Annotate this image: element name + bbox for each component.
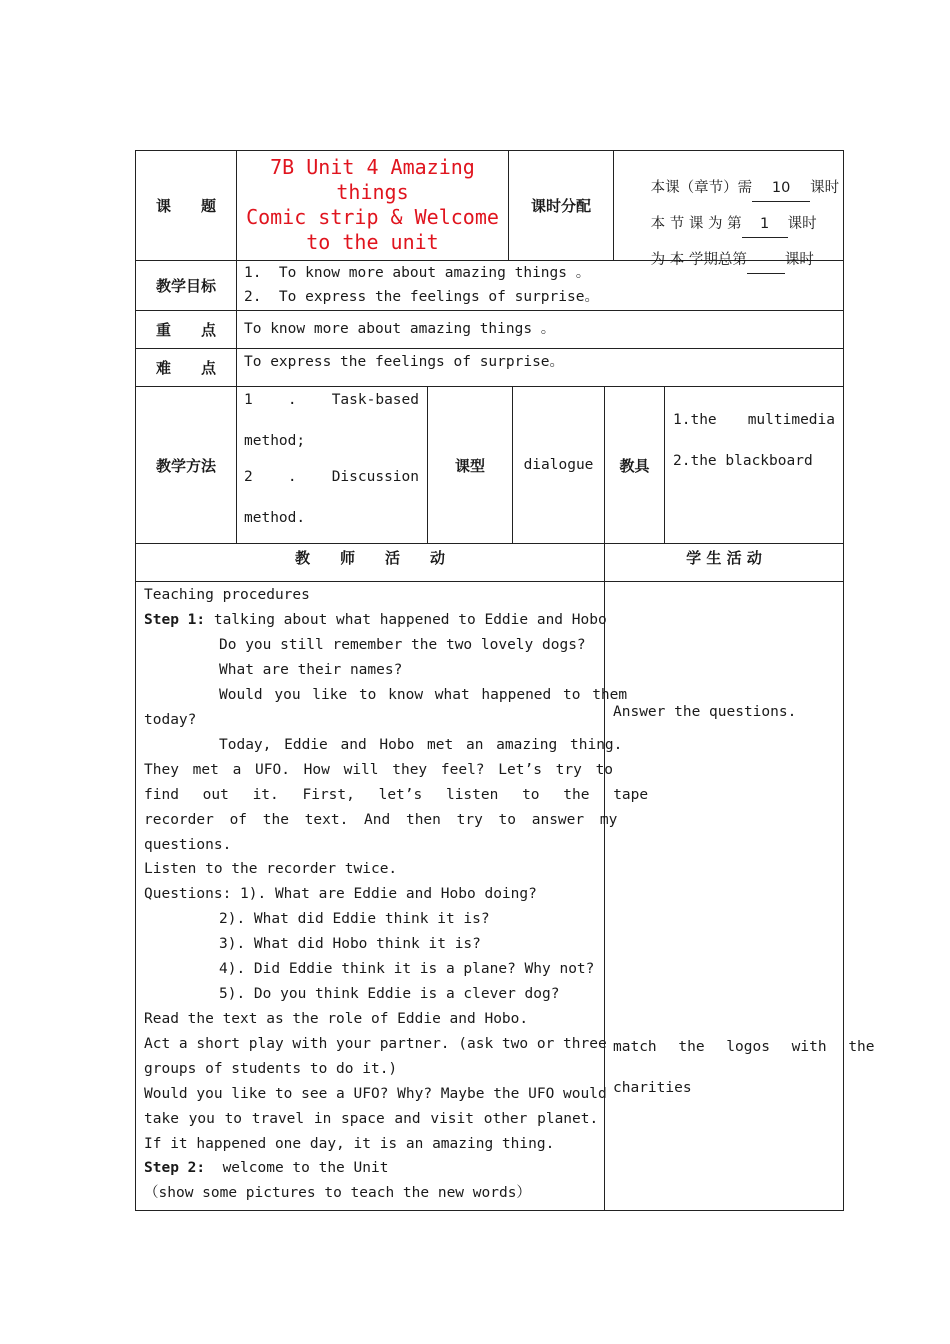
- lesson-title-line: things: [336, 180, 409, 204]
- objectives-label: 教学目标: [155, 277, 216, 295]
- method-dot: .: [287, 469, 297, 485]
- procedure-line: [144, 608, 607, 633]
- student-activity-line: Answer the questions.: [613, 704, 797, 720]
- student-activity-line: charities: [613, 1080, 692, 1096]
- procedure-line: 3). What did Hobo think it is?: [219, 936, 481, 952]
- period-info: [614, 151, 843, 268]
- lesson-title-line: to the unit: [306, 230, 439, 254]
- procedure-line: recorder of the text. And then try to answer my: [144, 812, 618, 828]
- methods-label: 教学方法: [155, 456, 216, 475]
- procedure-line: today?: [144, 712, 197, 728]
- period-total-value: 10: [752, 176, 810, 202]
- step-text: welcome to the Unit: [205, 1160, 389, 1176]
- method-number: 1: [244, 392, 253, 408]
- objective-item: 2. To express the feelings of surprise。: [244, 289, 599, 305]
- period-total-prefix: 本课（章节）需: [650, 180, 753, 196]
- procedure-line: Listen to the recorder twice.: [144, 861, 398, 877]
- key-point-text: To know more about amazing things 。: [244, 321, 556, 337]
- period-term-suffix: 课时: [784, 252, 814, 268]
- procedure-line: groups of students to do it.): [144, 1061, 398, 1077]
- period-term-line: [623, 223, 814, 299]
- step-text: talking about what happened to Eddie and Hobo: [205, 612, 607, 628]
- procedure-line-text: Would you like to know what happened to them: [219, 687, 628, 703]
- period-current-value: 1: [742, 212, 788, 238]
- table-border: [135, 1210, 844, 1211]
- objective-item: 1. To know more about amazing things 。: [244, 265, 591, 281]
- period-label: 课时分配: [530, 197, 591, 215]
- row-divider: [135, 581, 844, 582]
- period-current-suffix: 课时: [787, 216, 817, 232]
- step-label: Step 2:: [144, 1160, 206, 1176]
- step-label: Step 1:: [144, 612, 206, 628]
- procedure-line: Would you like to see a UFO? Why? Maybe the UFO would: [144, 1086, 607, 1102]
- tool-item-prefix: 1.the: [673, 412, 717, 428]
- procedure-line: take you to travel in space and visit other planet.: [144, 1111, 599, 1127]
- procedure-line: Read the text as the role of Eddie and Hobo.: [144, 1011, 529, 1027]
- procedure-line: Questions: 1). What are Eddie and Hobo doing?: [144, 886, 537, 902]
- period-total-suffix: 课时: [810, 180, 840, 196]
- difficult-point-label: 难 点: [155, 359, 216, 377]
- tool-item: [673, 408, 835, 433]
- procedure-line: find out it. First, let’s listen to the tape: [144, 787, 649, 803]
- lesson-type-label: 课型: [454, 456, 485, 475]
- method-number: 2: [244, 469, 253, 485]
- method-name: Discussion: [331, 469, 419, 485]
- lesson-type-value: dialogue: [523, 457, 594, 473]
- period-current-prefix: 本 节 课 为 第: [650, 216, 742, 232]
- procedure-line: （show some pictures to teach the new words）: [144, 1185, 531, 1201]
- procedure-line: 5). Do you think Eddie is a clever dog?: [219, 986, 560, 1002]
- student-activity-line: match the logos with the: [613, 1039, 875, 1055]
- topic-label: 课 题: [155, 197, 216, 215]
- lesson-title-line: Comic strip & Welcome: [246, 205, 499, 229]
- lesson-title: [237, 155, 508, 259]
- row-divider: [135, 348, 844, 349]
- procedure-line: [219, 683, 628, 708]
- method-item: [244, 465, 419, 490]
- procedure-line: If it happened one day, it is an amazing thing.: [144, 1136, 555, 1152]
- procedure-line: Act a short play with your partner. (ask two or three: [144, 1036, 607, 1052]
- tools-label: 教具: [619, 456, 650, 475]
- student-activity-header: 学 生 活 动: [686, 548, 762, 567]
- row-divider: [135, 310, 844, 311]
- tool-item-name: multimedia: [747, 412, 835, 428]
- procedure-line: They met a UFO. How will they feel? Let’s try to: [144, 762, 614, 778]
- procedure-line: Teaching procedures: [144, 587, 310, 603]
- procedure-line: Do you still remember the two lovely dogs?: [219, 637, 586, 653]
- key-point-label: 重 点: [155, 321, 216, 339]
- lesson-title-line: 7B Unit 4 Amazing: [270, 155, 475, 179]
- tool-item: 2.the blackboard: [673, 453, 813, 469]
- method-item: [244, 388, 419, 413]
- period-term-prefix: 为 本 学期总第: [650, 252, 747, 268]
- procedure-line: 4). Did Eddie think it is a plane? Why not?: [219, 961, 595, 977]
- method-tail: method.: [244, 510, 306, 526]
- difficult-point-text: To express the feelings of surprise。: [244, 354, 565, 370]
- procedure-line: Today, Eddie and Hobo met an amazing thing.: [219, 737, 623, 753]
- procedure-line: questions.: [144, 837, 232, 853]
- method-tail: method;: [244, 433, 306, 449]
- method-dot: .: [287, 392, 297, 408]
- procedure-line: [144, 1156, 388, 1181]
- column-divider: [604, 543, 605, 1210]
- procedure-line: What are their names?: [219, 662, 403, 678]
- teacher-activity-header: 教 师 活 动: [294, 548, 445, 567]
- procedure-line: 2). What did Eddie think it is?: [219, 911, 490, 927]
- period-term-value: [747, 248, 785, 274]
- column-divider: [664, 386, 665, 543]
- method-name: Task-based: [331, 392, 419, 408]
